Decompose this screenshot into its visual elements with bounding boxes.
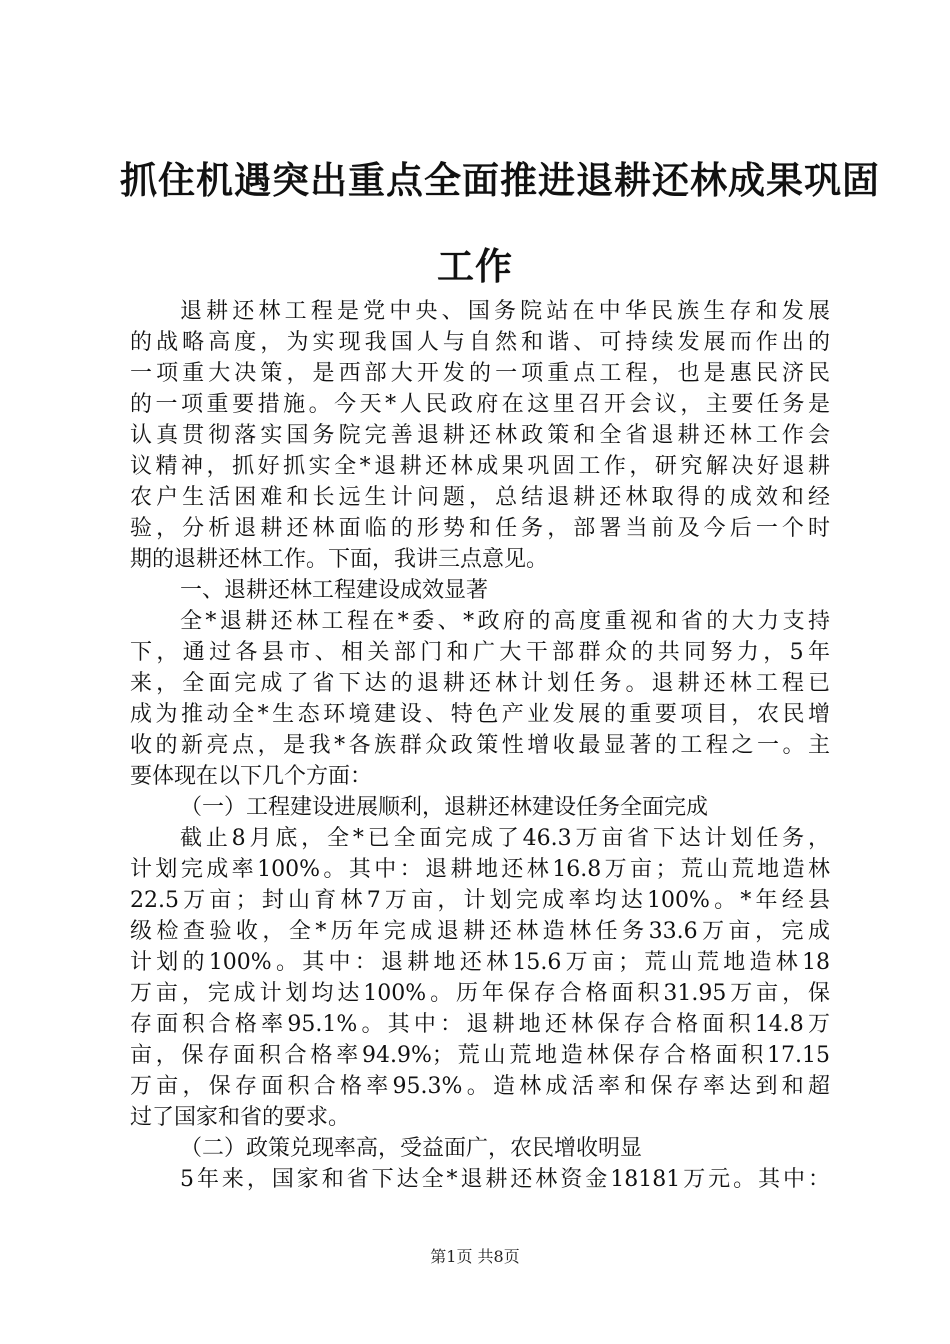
- body-line: 计划完成率100%。其中：退耕地还林16.8万亩；荒山荒地造林: [130, 857, 830, 882]
- body-line: 农户生活困难和长远生计问题，总结退耕还林取得的成效和经: [130, 485, 830, 510]
- body-line: 存面积合格率95.1%。其中：退耕地还林保存合格面积14.8万: [130, 1012, 830, 1037]
- body-line: 截止8月底，全*已全面完成了46.3万亩省下达计划任务，: [180, 826, 830, 851]
- body-line: 一项重大决策，是西部大开发的一项重点工程，也是惠民济民: [130, 361, 830, 386]
- body-line: 退耕还林工程是党中央、国务院站在中华民族生存和发展: [180, 299, 830, 324]
- subsection-heading: （二）政策兑现率高，受益面广，农民增收明显: [180, 1136, 643, 1161]
- body-line: 万亩，完成计划均达100%。历年保存合格面积31.95万亩，保: [130, 981, 830, 1006]
- document-body: [130, 296, 830, 1195]
- body-line: 亩，保存面积合格率94.9%；荒山荒地造林保存合格面积17.15: [130, 1043, 830, 1068]
- body-line: 万亩，保存面积合格率95.3%。造林成活率和保存率达到和超: [130, 1074, 830, 1099]
- body-line: 过了国家和省的要求。: [130, 1105, 351, 1130]
- body-line: 计划的100%。其中：退耕地还林15.6万亩；荒山荒地造林18: [130, 950, 830, 975]
- page-footer: 第1页 共8页: [430, 1247, 520, 1266]
- body-line: 期的退耕还林工作。下面，我讲三点意见。: [130, 547, 549, 572]
- subsection-heading: （一）工程建设进展顺利，退耕还林建设任务全面完成: [180, 795, 709, 820]
- section-heading: 一、退耕还林工程建设成效显著: [180, 578, 489, 603]
- body-line: 的一项重要措施。今天*人民政府在这里召开会议，主要任务是: [130, 392, 830, 417]
- document-title-line-2: 工作: [437, 245, 513, 288]
- document-title-line-1: 抓住机遇突出重点全面推进退耕还林成果巩固: [120, 159, 880, 202]
- body-line: 议精神，抓好抓实全*退耕还林成果巩固工作，研究解决好退耕: [130, 454, 830, 479]
- body-line: 全*退耕还林工程在*委、*政府的高度重视和省的大力支持: [180, 609, 830, 634]
- body-line: 的战略高度，为实现我国人与自然和谐、可持续发展而作出的: [130, 330, 830, 355]
- body-line: 5年来，国家和省下达全*退耕还林资金18181万元。其中：: [180, 1167, 830, 1192]
- body-line: 级检查验收，全*历年完成退耕还林造林任务33.6万亩，完成: [130, 919, 830, 944]
- body-line: 验，分析退耕还林面临的形势和任务，部署当前及今后一个时: [130, 516, 830, 541]
- body-line: 收的新亮点，是我*各族群众政策性增收最显著的工程之一。主: [130, 733, 830, 758]
- body-line: 22.5万亩；封山育林7万亩，计划完成率均达100%。*年经县: [130, 888, 830, 913]
- body-line: 来，全面完成了省下达的退耕还林计划任务。退耕还林工程已: [130, 671, 830, 696]
- body-line: 要体现在以下几个方面：: [130, 764, 373, 789]
- body-line: 下，通过各县市、相关部门和广大干部群众的共同努力，5年: [130, 640, 830, 665]
- body-line: 成为推动全*生态环境建设、特色产业发展的重要项目，农民增: [130, 702, 830, 727]
- body-line: 认真贯彻落实国务院完善退耕还林政策和全省退耕还林工作会: [130, 423, 830, 448]
